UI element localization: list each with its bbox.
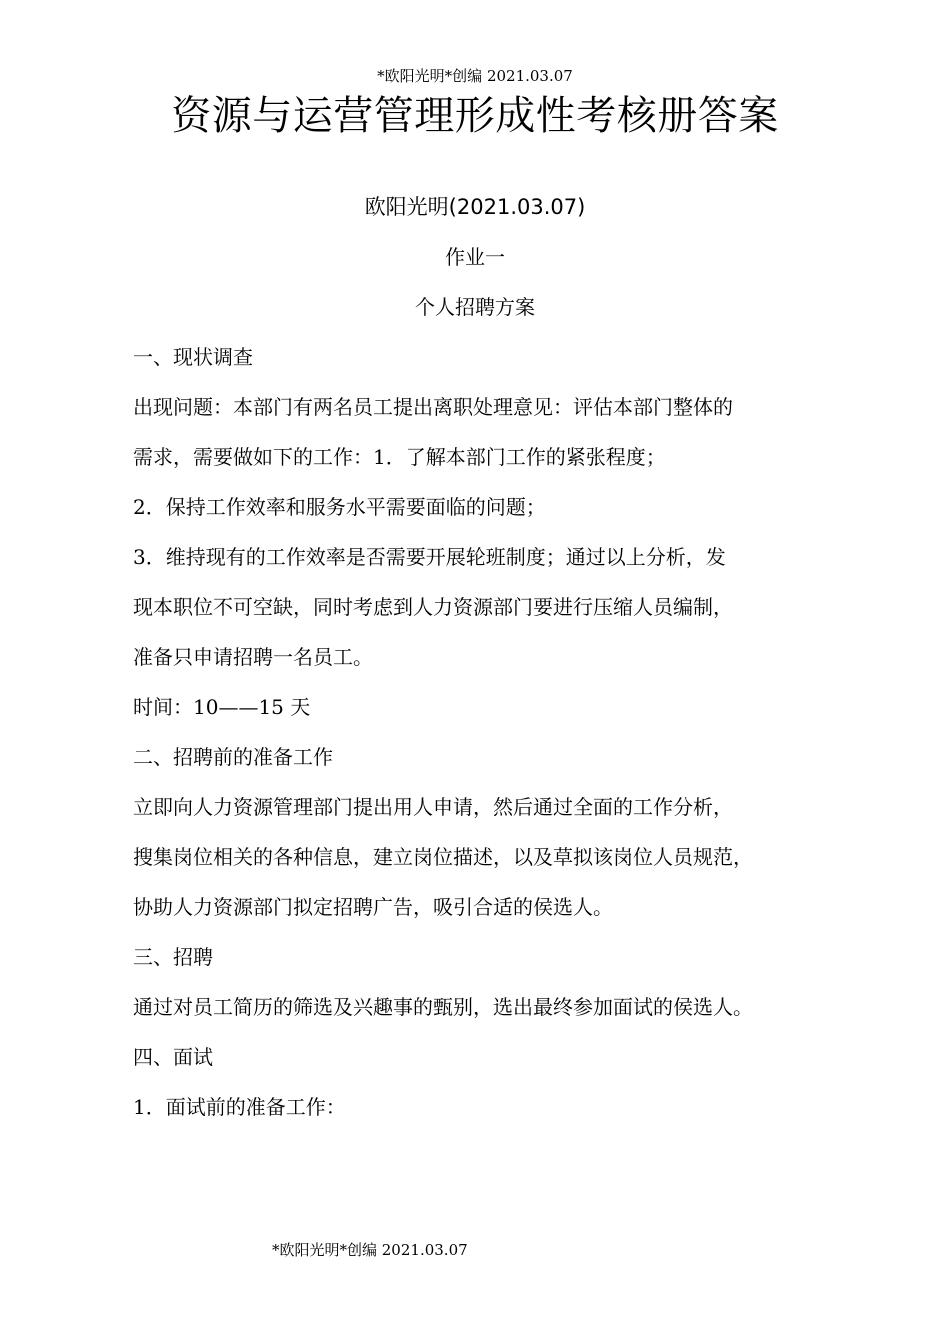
section-heading-preparation: 二、招聘前的准备工作 (133, 745, 333, 769)
body-line: 3．维持现有的工作效率是否需要开展轮班制度；通过以上分析，发 (133, 545, 726, 569)
document-subtitle: 个人招聘方案 (415, 295, 535, 319)
section-heading-status: 一、现状调查 (133, 345, 253, 369)
body-line: 搜集岗位相关的各种信息，建立岗位描述，以及草拟该岗位人员规范， (133, 845, 753, 869)
body-line-time: 时间：10——15 天 (133, 695, 311, 719)
body-line: 协助人力资源部门拟定招聘广告，吸引合适的侯选人。 (133, 895, 613, 919)
body-line: 准备只申请招聘一名员工。 (133, 645, 373, 669)
section-heading-recruitment: 三、招聘 (133, 945, 213, 969)
footer-note: *欧阳光明*创编 2021.03.07 (272, 1241, 468, 1259)
author-line: 欧阳光明(2021.03.07) (364, 195, 586, 219)
assignment-heading: 作业一 (445, 245, 505, 269)
body-line: 立即向人力资源管理部门提出用人申请，然后通过全面的工作分析， (133, 795, 733, 819)
body-line: 2．保持工作效率和服务水平需要面临的问题； (133, 495, 546, 519)
document-body (133, 342, 833, 1142)
section-heading-interview: 四、面试 (133, 1045, 213, 1069)
document-title: 资源与运营管理形成性考核册答案 (171, 93, 779, 139)
body-line: 通过对员工简历的筛选及兴趣事的甄别，选出最终参加面试的侯选人。 (133, 995, 753, 1019)
body-line: 现本职位不可空缺，同时考虑到人力资源部门要进行压缩人员编制， (133, 595, 733, 619)
body-line: 出现问题：本部门有两名员工提出离职处理意见：评估本部门整体的 (133, 395, 733, 419)
body-line: 1．面试前的准备工作： (133, 1095, 346, 1119)
header-note: *欧阳光明*创编 2021.03.07 (377, 67, 573, 85)
body-line: 需求，需要做如下的工作：1．了解本部门工作的紧张程度； (133, 445, 666, 469)
